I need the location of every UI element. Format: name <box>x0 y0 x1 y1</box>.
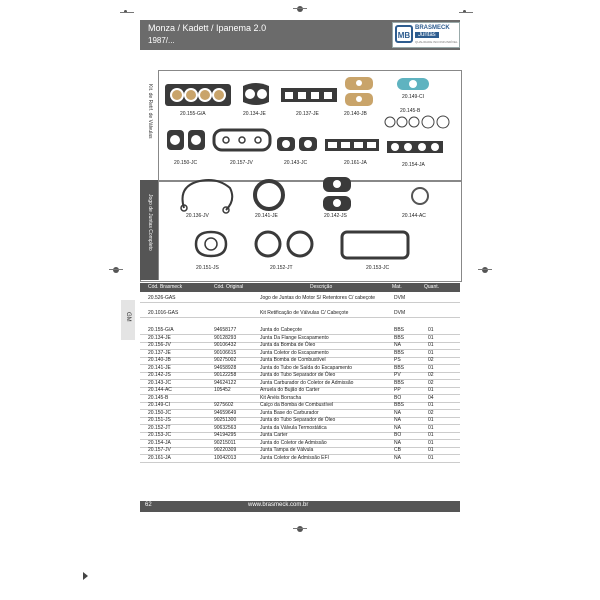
cell-code: 20.526-GAS <box>148 295 176 301</box>
cell-desc: Calço da Bomba de Combustível <box>260 402 334 408</box>
registration-mark-corner-tr <box>463 10 466 13</box>
gm-side-tab <box>121 300 135 340</box>
cell-mat: NA <box>394 439 401 446</box>
cell-qty: 01 <box>428 424 434 431</box>
cell-desc: Junta do Tubo Separador de Óleo <box>260 372 336 378</box>
gasket-20136-oilpump <box>176 178 238 214</box>
page-title: Monza / Kadett / Ipanema 2.0 <box>148 23 267 33</box>
cell-code: 20.142-JS <box>148 372 171 378</box>
cell-desc: Junta da Bomba de Óleo <box>260 342 316 348</box>
website-link[interactable]: www.brasmeck.com.br <box>248 502 309 508</box>
cell-code: 20.1016-GAS <box>148 310 179 316</box>
code-20152: 20.152-JT <box>270 265 293 271</box>
cell-mat: PP <box>394 387 401 393</box>
gasket-20141-exhaustpipe <box>252 178 286 212</box>
cell-orig: 90106432 <box>214 342 237 348</box>
cell-desc: Junta Carburador do Coletor de Admissão <box>260 379 354 386</box>
cell-qty: 01 <box>428 349 434 356</box>
code-20150: 20.150-JC <box>174 160 198 166</box>
cell-desc: Junta Base do Carburador <box>260 409 319 416</box>
gasket-20140-pump <box>344 76 374 108</box>
cell-mat: NA <box>394 342 401 348</box>
gasket-20142-separator <box>322 176 352 212</box>
cell-qty: 01 <box>428 364 434 371</box>
gasket-20155-head <box>164 82 232 108</box>
gasket-20144-washer <box>410 186 430 206</box>
cell-code: 20.154-JA <box>148 439 171 446</box>
gm-tab-label: GM <box>125 312 131 322</box>
cell-mat: BBS <box>394 349 405 356</box>
cell-orig: 10042013 <box>214 454 237 461</box>
cell-orig: 94659649 <box>214 409 237 416</box>
cell-code: 20.140-JB <box>148 357 171 363</box>
gasket-20143-carbmanifold <box>276 136 318 152</box>
cell-desc: Junta da Válvula Termostática <box>260 424 327 431</box>
cell-orig: 105452 <box>214 387 231 393</box>
cell-mat: CB <box>394 447 401 453</box>
cell-code: 20.134-JE <box>148 334 171 341</box>
cell-code: 20.145-B <box>148 394 169 401</box>
gasket-20150-carb <box>166 128 206 152</box>
code-20149: 20.149-CI <box>402 94 424 100</box>
cell-mat: DVM <box>394 310 406 316</box>
cell-desc: Jogo de Juntas do Motor S/ Retentores C/ cabeçote <box>260 295 376 301</box>
cell-orig: 9275602 <box>214 402 234 408</box>
cell-orig: 94658928 <box>214 364 237 371</box>
table-row <box>140 295 460 303</box>
cell-desc: Junta Carter <box>260 432 288 438</box>
code-20137: 20.137-JE <box>296 111 319 117</box>
cell-orig: 90632563 <box>214 424 237 431</box>
cell-orig: 90251300 <box>214 417 237 423</box>
cell-mat: PV <box>394 372 401 378</box>
cell-code: 20.143-JC <box>148 379 172 386</box>
registration-mark-corner-tl <box>124 10 127 13</box>
logo-tagline: QUALIDADE INCONFUNDÍVEL <box>415 40 458 44</box>
table-row <box>140 310 460 318</box>
cell-desc: Kit Anéis Borracha <box>260 394 302 401</box>
cell-code: 20.153-JC <box>148 432 172 438</box>
cell-mat: NA <box>394 417 401 423</box>
cell-qty: 01 <box>428 454 434 461</box>
gasket-20152-thermostat <box>252 228 316 260</box>
registration-mark-left <box>113 267 119 273</box>
cell-desc: Junta Bomba de Combustível <box>260 357 326 363</box>
cell-mat: BO <box>394 432 402 438</box>
code-20153: 20.153-JC <box>366 265 390 271</box>
th-qty: Quant. <box>424 284 440 290</box>
table-header <box>140 283 460 292</box>
cell-desc: Junta Tampa de Válvula <box>260 447 314 453</box>
gasket-20154-intake <box>386 136 444 158</box>
cell-desc: Junta do Coletor de Admissão <box>260 439 327 446</box>
cell-qty: 01 <box>428 447 434 453</box>
cell-mat: NA <box>394 454 401 461</box>
cell-orig: 94194295 <box>214 432 237 438</box>
cursor-icon <box>83 572 88 580</box>
code-20145: 20.145-B <box>400 108 421 114</box>
th-orig: Cód. Original <box>214 284 244 290</box>
code-20140: 20.140-JB <box>344 111 367 117</box>
registration-mark-top <box>297 6 303 12</box>
table-row <box>140 455 460 463</box>
code-20142: 20.142-JS <box>324 213 347 219</box>
cell-qty: 01 <box>428 327 434 333</box>
gasket-20153-carter <box>340 230 410 260</box>
cell-mat: BBS <box>394 334 405 341</box>
cell-qty: 04 <box>428 394 434 401</box>
logo-mark: MB <box>395 25 413 43</box>
code-20143: 20.143-JC <box>284 160 308 166</box>
th-desc: Descrição <box>310 284 333 290</box>
cell-desc: Kit Retificação de Válvulas C/ Cabeçote <box>260 310 349 316</box>
cell-desc: Junta do Tubo Separador de Óleo <box>260 417 336 423</box>
cell-code: 20.155-G/A <box>148 327 174 333</box>
cell-code: 20.144-AC <box>148 387 172 393</box>
cell-qty: 02 <box>428 409 434 416</box>
gasket-20149-shim <box>396 76 430 92</box>
cell-mat: PS <box>394 357 401 363</box>
gasket-20151-separator <box>194 229 228 259</box>
cell-mat: NA <box>394 424 401 431</box>
cell-orig: 90215011 <box>214 439 236 446</box>
cell-orig: 90106615 <box>214 349 237 356</box>
code-20155: 20.155-G/A <box>180 111 206 117</box>
code-20151: 20.151-JS <box>196 265 219 271</box>
cell-qty: 02 <box>428 379 434 386</box>
cell-qty: 01 <box>428 439 434 446</box>
cell-mat: DVM <box>394 295 406 301</box>
cell-orig: 90275002 <box>214 357 237 363</box>
cell-qty: 01 <box>428 432 434 438</box>
page-subtitle: 1987/... <box>148 36 175 45</box>
kit-full-label: Jogo de Juntas Completo <box>147 194 153 251</box>
gasket-20134-flange <box>240 82 272 106</box>
code-20161: 20.161-JA <box>344 160 367 166</box>
gasket-20157-valvecover <box>212 128 272 152</box>
cell-desc: Junta do Cabeçote <box>260 327 302 333</box>
cell-code: 20.141-JE <box>148 364 171 371</box>
cell-orig: 94624122 <box>214 379 237 386</box>
cell-qty: 02 <box>428 357 434 363</box>
cell-code: 20.152-JT <box>148 424 171 431</box>
th-mat: Mat. <box>392 284 402 290</box>
cell-mat: BBS <box>394 327 405 333</box>
cell-mat: BO <box>394 394 402 401</box>
cell-code: 20.150-JC <box>148 409 172 416</box>
cell-mat: BBS <box>394 402 405 408</box>
code-20154: 20.154-JA <box>402 162 425 168</box>
registration-mark-bottom <box>297 526 303 532</box>
th-code: Cód. Brasmeck <box>148 284 183 290</box>
cell-code: 20.151-JS <box>148 417 171 423</box>
cell-code: 20.137-JE <box>148 349 171 356</box>
brasmeck-logo <box>392 22 460 48</box>
cell-orig: 90220309 <box>214 447 237 453</box>
cell-mat: NA <box>394 409 401 416</box>
cell-code: 20.161-JA <box>148 454 171 461</box>
cell-mat: BBS <box>394 364 405 371</box>
cell-orig: 90122258 <box>214 372 237 378</box>
cell-desc: Junta do Tubo de Saída do Escapamento <box>260 364 353 371</box>
cell-desc: Arruela do Bujão do Carter <box>260 387 320 393</box>
cell-qty: 01 <box>428 334 434 341</box>
cell-qty: 01 <box>428 402 434 408</box>
cell-orig: 94658177 <box>214 327 237 333</box>
code-20134: 20.134-JE <box>243 111 266 117</box>
cell-code: 20.156-JV <box>148 342 171 348</box>
cell-desc: Junta Da Flange Escapamento <box>260 334 329 341</box>
code-20144: 20.144-AC <box>402 213 426 219</box>
page-number: 62 <box>145 502 152 508</box>
code-20136: 20.136-JV <box>186 213 209 219</box>
logo-brand: BRASMECK <box>415 25 450 31</box>
cell-code: 20.149-CI <box>148 402 170 408</box>
logo-sub: Juntas <box>415 32 439 38</box>
cell-qty: 01 <box>428 387 434 393</box>
code-20141: 20.141-JE <box>255 213 278 219</box>
cell-mat: BBS <box>394 379 405 386</box>
cell-desc: Junta Coletor de Admissão EFI <box>260 454 329 461</box>
cell-qty: 01 <box>428 342 434 348</box>
kit-valve-label: Kit. de Retif. de Válvulas <box>147 84 153 139</box>
gasket-20161-intake <box>324 136 380 154</box>
code-20157: 20.157-JV <box>230 160 253 166</box>
gasket-20137-exhaust <box>280 86 338 104</box>
gasket-20145-rings <box>382 115 452 129</box>
cell-desc: Junta Coletor do Escapamento <box>260 349 329 356</box>
cell-qty: 02 <box>428 372 434 378</box>
cell-code: 20.157-JV <box>148 447 171 453</box>
cell-qty: 01 <box>428 417 434 423</box>
cell-orig: 90128293 <box>214 334 237 341</box>
registration-mark-right <box>482 267 488 273</box>
